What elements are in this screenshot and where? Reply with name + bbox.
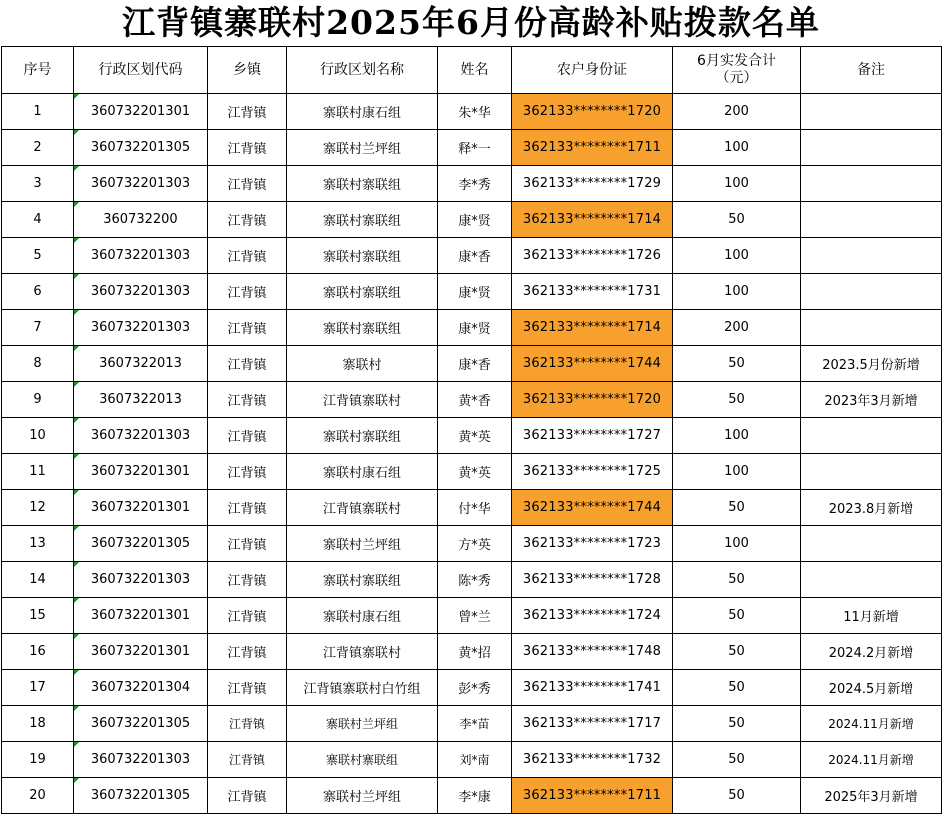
- cell-name[interactable]: 康*贤: [438, 274, 512, 310]
- cell-note[interactable]: 2024.5月新增: [801, 670, 942, 706]
- cell-area[interactable]: 寨联村寨联组: [287, 202, 438, 238]
- cell-note[interactable]: [801, 130, 942, 166]
- cell-amount[interactable]: 100: [673, 274, 801, 310]
- cell-code[interactable]: 360732201305: [74, 526, 208, 562]
- cell-code[interactable]: 360732201303: [74, 310, 208, 346]
- cell-name[interactable]: 释*一: [438, 130, 512, 166]
- cell-id[interactable]: 362133********1724: [512, 598, 673, 634]
- cell-name[interactable]: 刘*南: [438, 742, 512, 778]
- cell-id[interactable]: 362133********1711: [512, 130, 673, 166]
- table-row: [2, 382, 942, 418]
- cell-id[interactable]: 362133********1729: [512, 166, 673, 202]
- cell-no[interactable]: 2: [2, 130, 74, 166]
- cell-id[interactable]: 362133********1727: [512, 418, 673, 454]
- cell-name[interactable]: 康*香: [438, 346, 512, 382]
- cell-code[interactable]: 360732201303: [74, 274, 208, 310]
- cell-area[interactable]: 寨联村兰坪组: [287, 706, 438, 742]
- cell-note[interactable]: 2024.11月新增: [801, 706, 942, 742]
- cell-town[interactable]: 江背镇: [208, 490, 287, 526]
- cell-no[interactable]: 4: [2, 202, 74, 238]
- cell-note[interactable]: [801, 454, 942, 490]
- cell-name[interactable]: 黄*英: [438, 454, 512, 490]
- cell-id[interactable]: 362133********1717: [512, 706, 673, 742]
- cell-town[interactable]: 江背镇: [208, 670, 287, 706]
- col-header-id[interactable]: 农户身份证: [512, 47, 673, 94]
- cell-town[interactable]: 江背镇: [208, 166, 287, 202]
- cell-amount[interactable]: 200: [673, 310, 801, 346]
- cell-name[interactable]: 黄*英: [438, 418, 512, 454]
- cell-note[interactable]: [801, 274, 942, 310]
- cell-area[interactable]: 寨联村寨联组: [287, 310, 438, 346]
- cell-amount[interactable]: 50: [673, 490, 801, 526]
- header-row: [2, 47, 942, 94]
- cell-note[interactable]: [801, 418, 942, 454]
- cell-name[interactable]: 康*香: [438, 238, 512, 274]
- cell-name[interactable]: 康*贤: [438, 202, 512, 238]
- cell-note[interactable]: 2023.8月新增: [801, 490, 942, 526]
- cell-town[interactable]: 江背镇: [208, 598, 287, 634]
- cell-area[interactable]: 寨联村康石组: [287, 94, 438, 130]
- cell-id[interactable]: 362133********1714: [512, 202, 673, 238]
- table-row: [2, 454, 942, 490]
- cell-area[interactable]: 寨联村寨联组: [287, 274, 438, 310]
- cell-code[interactable]: 360732201301: [74, 634, 208, 670]
- cell-amount[interactable]: 50: [673, 202, 801, 238]
- cell-town[interactable]: 江背镇: [208, 562, 287, 598]
- cell-area[interactable]: 江背镇寨联村白竹组: [287, 670, 438, 706]
- cell-town[interactable]: 江背镇: [208, 274, 287, 310]
- cell-no[interactable]: 14: [2, 562, 74, 598]
- cell-town[interactable]: 江背镇: [208, 382, 287, 418]
- col-header-area[interactable]: 行政区划名称: [287, 47, 438, 94]
- cell-id[interactable]: 362133********1728: [512, 562, 673, 598]
- cell-code[interactable]: 360732201301: [74, 94, 208, 130]
- cell-town[interactable]: 江背镇: [208, 418, 287, 454]
- table-row: [2, 634, 942, 670]
- cell-area[interactable]: 寨联村寨联组: [287, 562, 438, 598]
- cell-area[interactable]: 寨联村: [287, 346, 438, 382]
- cell-note[interactable]: [801, 238, 942, 274]
- cell-note[interactable]: [801, 562, 942, 598]
- cell-id[interactable]: 362133********1723: [512, 526, 673, 562]
- cell-area[interactable]: 江背镇寨联村: [287, 634, 438, 670]
- cell-town[interactable]: 江背镇: [208, 454, 287, 490]
- cell-amount[interactable]: 100: [673, 130, 801, 166]
- cell-name[interactable]: 康*贤: [438, 310, 512, 346]
- cell-town[interactable]: 江背镇: [208, 346, 287, 382]
- cell-name[interactable]: 李*康: [438, 778, 512, 814]
- cell-name[interactable]: 李*苗: [438, 706, 512, 742]
- cell-amount[interactable]: 100: [673, 166, 801, 202]
- cell-note[interactable]: 2023.5月份新增: [801, 346, 942, 382]
- col-header-town[interactable]: 乡镇: [208, 47, 287, 94]
- cell-code[interactable]: 360732201303: [74, 238, 208, 274]
- cell-code[interactable]: 360732201303: [74, 166, 208, 202]
- table-row: [2, 490, 942, 526]
- table-row: [2, 742, 942, 778]
- cell-name[interactable]: 陈*秀: [438, 562, 512, 598]
- cell-area[interactable]: 江背镇寨联村: [287, 382, 438, 418]
- cell-amount[interactable]: 100: [673, 238, 801, 274]
- cell-id[interactable]: 362133********1732: [512, 742, 673, 778]
- table-row: [2, 706, 942, 742]
- table-row: [2, 526, 942, 562]
- cell-note[interactable]: [801, 526, 942, 562]
- col-header-no[interactable]: 序号: [2, 47, 74, 94]
- cell-amount[interactable]: 50: [673, 562, 801, 598]
- cell-area[interactable]: 寨联村兰坪组: [287, 526, 438, 562]
- cell-area[interactable]: 寨联村寨联组: [287, 742, 438, 778]
- cell-code[interactable]: 360732201303: [74, 562, 208, 598]
- cell-code[interactable]: 3607322013: [74, 382, 208, 418]
- cell-code[interactable]: 360732200: [74, 202, 208, 238]
- cell-code[interactable]: 360732201301: [74, 454, 208, 490]
- cell-note[interactable]: 11月新增: [801, 598, 942, 634]
- cell-area[interactable]: 寨联村兰坪组: [287, 778, 438, 814]
- cell-no[interactable]: 6: [2, 274, 74, 310]
- cell-id[interactable]: 362133********1726: [512, 238, 673, 274]
- cell-area[interactable]: 寨联村寨联组: [287, 238, 438, 274]
- cell-no[interactable]: 9: [2, 382, 74, 418]
- col-header-code[interactable]: 行政区划代码: [74, 47, 208, 94]
- cell-town[interactable]: 江背镇: [208, 130, 287, 166]
- cell-area[interactable]: 寨联村寨联组: [287, 166, 438, 202]
- cell-no[interactable]: 16: [2, 634, 74, 670]
- cell-note[interactable]: [801, 310, 942, 346]
- cell-name[interactable]: 付*华: [438, 490, 512, 526]
- table-row: [2, 94, 942, 130]
- cell-amount[interactable]: 100: [673, 418, 801, 454]
- cell-amount[interactable]: 50: [673, 706, 801, 742]
- cell-note[interactable]: 2024.11月新增: [801, 742, 942, 778]
- cell-name[interactable]: 李*秀: [438, 166, 512, 202]
- cell-code[interactable]: 360732201305: [74, 778, 208, 814]
- cell-id[interactable]: 362133********1748: [512, 634, 673, 670]
- cell-no[interactable]: 15: [2, 598, 74, 634]
- cell-town[interactable]: 江背镇: [208, 778, 287, 814]
- cell-town[interactable]: 江背镇: [208, 238, 287, 274]
- cell-no[interactable]: 18: [2, 706, 74, 742]
- cell-town[interactable]: 江背镇: [208, 742, 287, 778]
- cell-town[interactable]: 江背镇: [208, 634, 287, 670]
- cell-area[interactable]: 寨联村兰坪组: [287, 130, 438, 166]
- cell-code[interactable]: 360732201301: [74, 490, 208, 526]
- cell-code[interactable]: 360732201303: [74, 742, 208, 778]
- table-row: [2, 202, 942, 238]
- cell-amount[interactable]: 100: [673, 526, 801, 562]
- table-row: [2, 418, 942, 454]
- cell-amount[interactable]: 50: [673, 598, 801, 634]
- cell-name[interactable]: 方*英: [438, 526, 512, 562]
- table-row: [2, 778, 942, 814]
- cell-name[interactable]: 彭*秀: [438, 670, 512, 706]
- table-row: [2, 346, 942, 382]
- cell-no[interactable]: 8: [2, 346, 74, 382]
- cell-amount[interactable]: 200: [673, 94, 801, 130]
- cell-no[interactable]: 13: [2, 526, 74, 562]
- cell-name[interactable]: 曾*兰: [438, 598, 512, 634]
- col-header-name[interactable]: 姓名: [438, 47, 512, 94]
- cell-note[interactable]: [801, 166, 942, 202]
- cell-note[interactable]: 2024.2月新增: [801, 634, 942, 670]
- cell-amount[interactable]: 50: [673, 346, 801, 382]
- cell-note[interactable]: 2025年3月新增: [801, 778, 942, 814]
- cell-code[interactable]: 360732201305: [74, 706, 208, 742]
- table-row: [2, 130, 942, 166]
- cell-no[interactable]: 11: [2, 454, 74, 490]
- cell-id[interactable]: 362133********1744: [512, 490, 673, 526]
- cell-amount[interactable]: 50: [673, 778, 801, 814]
- cell-name[interactable]: 黄*招: [438, 634, 512, 670]
- cell-no[interactable]: 5: [2, 238, 74, 274]
- cell-area[interactable]: 江背镇寨联村: [287, 490, 438, 526]
- cell-town[interactable]: 江背镇: [208, 310, 287, 346]
- col-header-note[interactable]: 备注: [801, 47, 942, 94]
- cell-name[interactable]: 黄*香: [438, 382, 512, 418]
- table-row: [2, 238, 942, 274]
- cell-code[interactable]: 360732201303: [74, 418, 208, 454]
- cell-id[interactable]: 362133********1720: [512, 94, 673, 130]
- cell-area[interactable]: 寨联村康石组: [287, 454, 438, 490]
- cell-amount[interactable]: 50: [673, 634, 801, 670]
- sheet-title: 江背镇寨联村2025年6月份高龄补贴拨款名单: [122, 3, 820, 42]
- table-row: [2, 670, 942, 706]
- subsidy-table: [1, 46, 942, 814]
- cell-id[interactable]: 362133********1731: [512, 274, 673, 310]
- cell-amount[interactable]: 50: [673, 742, 801, 778]
- cell-id[interactable]: 362133********1741: [512, 670, 673, 706]
- cell-note[interactable]: 2023年3月新增: [801, 382, 942, 418]
- cell-no[interactable]: 19: [2, 742, 74, 778]
- cell-no[interactable]: 20: [2, 778, 74, 814]
- cell-name[interactable]: 朱*华: [438, 94, 512, 130]
- cell-no[interactable]: 10: [2, 418, 74, 454]
- cell-town[interactable]: 江背镇: [208, 706, 287, 742]
- table-row: [2, 310, 942, 346]
- cell-town[interactable]: 江背镇: [208, 202, 287, 238]
- cell-code[interactable]: 360732201305: [74, 130, 208, 166]
- cell-code[interactable]: 3607322013: [74, 346, 208, 382]
- cell-id[interactable]: 362133********1711: [512, 778, 673, 814]
- cell-id[interactable]: 362133********1744: [512, 346, 673, 382]
- cell-amount[interactable]: 50: [673, 382, 801, 418]
- cell-id[interactable]: 362133********1720: [512, 382, 673, 418]
- cell-no[interactable]: 1: [2, 94, 74, 130]
- cell-town[interactable]: 江背镇: [208, 526, 287, 562]
- cell-no[interactable]: 12: [2, 490, 74, 526]
- table-row: [2, 562, 942, 598]
- cell-id[interactable]: 362133********1714: [512, 310, 673, 346]
- table-row: [2, 598, 942, 634]
- cell-amount[interactable]: 100: [673, 454, 801, 490]
- cell-no[interactable]: 17: [2, 670, 74, 706]
- cell-amount[interactable]: 50: [673, 670, 801, 706]
- col-header-amount[interactable]: 6月实发合计 （元）: [673, 47, 801, 94]
- table-row: [2, 274, 942, 310]
- cell-area[interactable]: 寨联村康石组: [287, 598, 438, 634]
- cell-code[interactable]: 360732201304: [74, 670, 208, 706]
- cell-no[interactable]: 7: [2, 310, 74, 346]
- table-row: [2, 166, 942, 202]
- cell-id[interactable]: 362133********1725: [512, 454, 673, 490]
- cell-code[interactable]: 360732201301: [74, 598, 208, 634]
- cell-note[interactable]: [801, 94, 942, 130]
- cell-town[interactable]: 江背镇: [208, 94, 287, 130]
- cell-no[interactable]: 3: [2, 166, 74, 202]
- cell-note[interactable]: [801, 202, 942, 238]
- cell-area[interactable]: 寨联村寨联组: [287, 418, 438, 454]
